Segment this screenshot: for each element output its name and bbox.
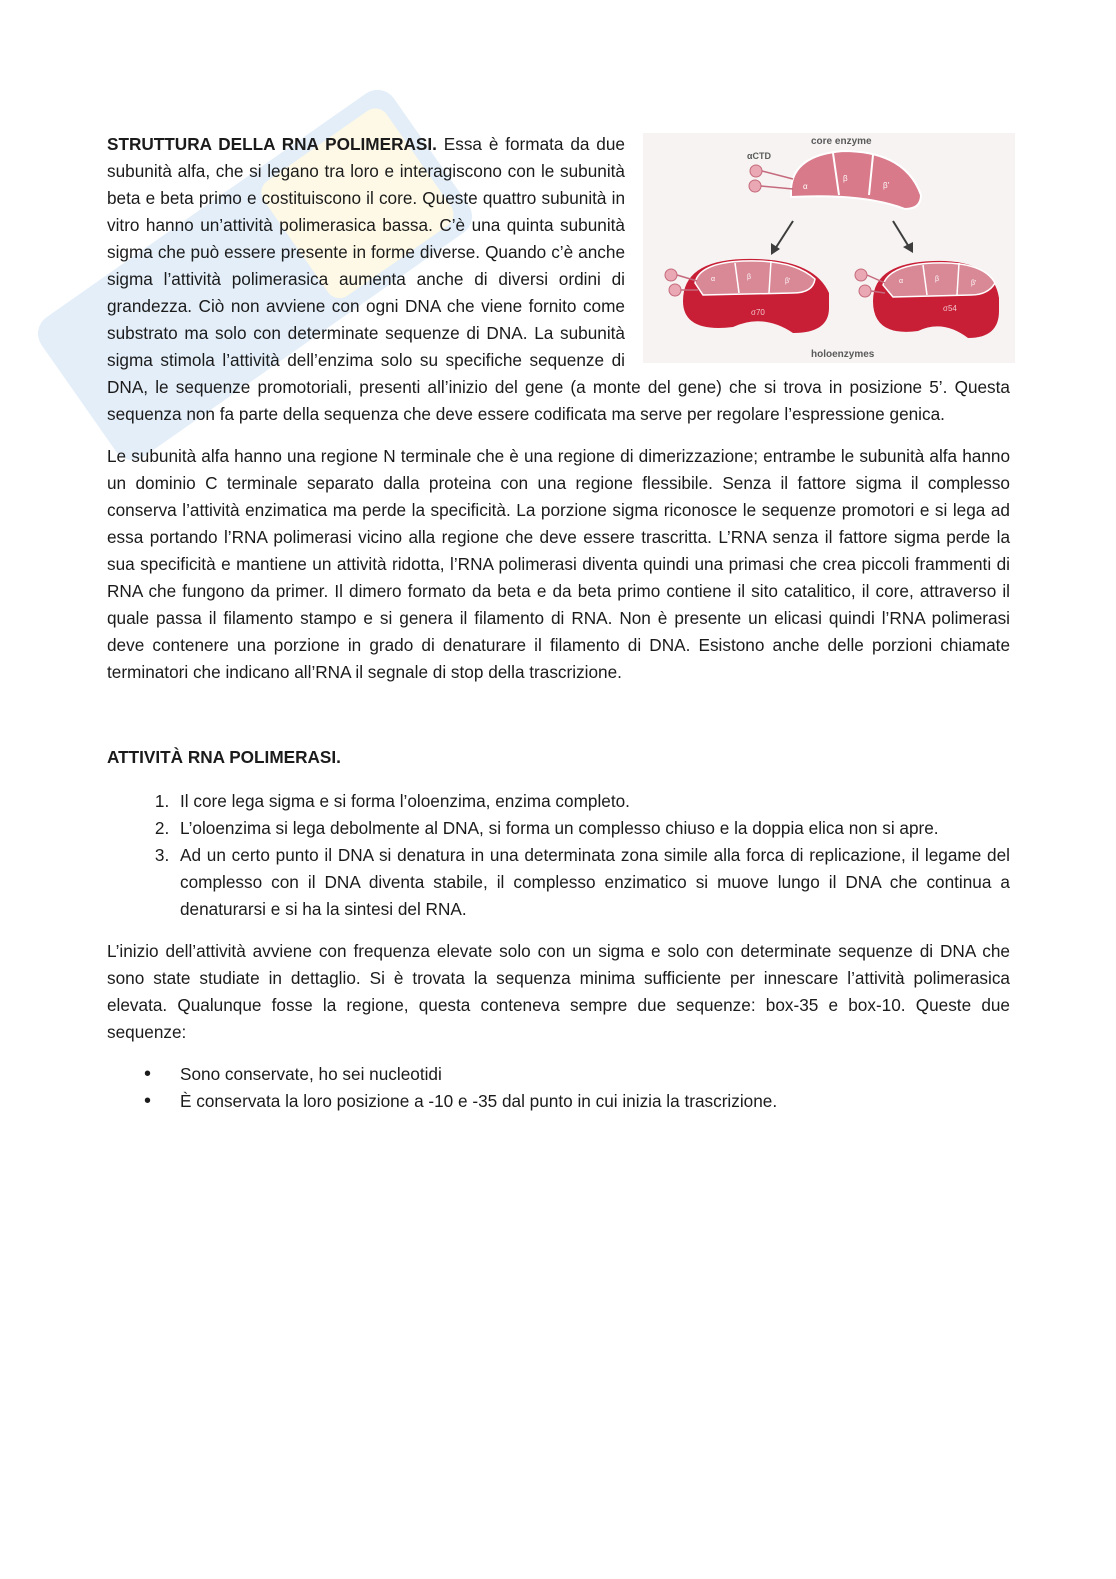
left-beta-prime-label: β' bbox=[785, 278, 791, 285]
list-item: • Sono conservate, ho sei nucleotidi bbox=[174, 1061, 1010, 1088]
right-alpha-label: α bbox=[899, 278, 904, 285]
holoenzyme-sigma54 bbox=[855, 261, 999, 338]
activity-steps-list bbox=[107, 788, 1010, 923]
sigma70-label: σ70 bbox=[751, 308, 765, 317]
list-item: • È conservata la loro posizione a -10 e -35 dal punto in cui inizia la trascrizione. bbox=[174, 1088, 1010, 1115]
left-beta-label: β bbox=[747, 274, 752, 281]
actd-label: αCTD bbox=[747, 151, 772, 161]
right-beta-label: β bbox=[935, 276, 940, 283]
core-beta-label: β bbox=[843, 174, 848, 183]
arrow-down-right-icon bbox=[893, 221, 913, 253]
intro-text: Essa è formata da due subunità alfa, che si legano tra loro e interagiscono con le subunità beta e beta primo e costituiscono il core. Queste quattro subunità in vitro hanno un’attività polimerasica bassa. C’è una quinta subunità sigma che può essere presente in forme diverse. Quando c’è anche sigma l’attività polimerasica aumenta anche di diversi ordini di grandezza. Ciò non avviene con ogni DNA che viene fornito come substrato ma solo con determinate sequenze di DNA. La subunità sigma stimola l’attività dell’enzima solo su specifiche sequenze di DNA, le sequenze promotoriali, presenti all’inizio del gene (a monte del gene) che si trova in posizione 5’. Questa sequenza non fa parte della sequenza che deve essere codificata ma serve per regolare l’espressione genica. bbox=[107, 134, 1010, 424]
core-beta-prime-label: β' bbox=[883, 181, 890, 190]
activity-paragraph: L’inizio dell’attività avviene con frequenza elevate solo con un sigma e solo con determinate sequenze di DNA che sono state studiate in dettaglio. Si è trovata la sequenza minima sufficiente per innescare l’attività polimerasica elevata. Qualunque fosse la regione, questa conteneva sempre due sequenze: box-35 e box-10. Queste due sequenze: bbox=[107, 941, 1010, 1042]
core-enzyme-shape bbox=[791, 151, 921, 209]
bullet-list bbox=[107, 1061, 1010, 1115]
core-alpha-label: α bbox=[803, 182, 808, 191]
section-heading-structure: STRUTTURA DELLA RNA POLIMERASI. bbox=[107, 134, 437, 154]
arrow-down-left-icon bbox=[771, 221, 793, 255]
list-item: 1. Il core lega sigma e si forma l’oloenzima, enzima completo. bbox=[174, 788, 1010, 815]
left-alpha-label: α bbox=[711, 276, 716, 283]
holoenzymes-label: holoenzymes bbox=[811, 349, 875, 360]
right-beta-prime-label: β' bbox=[971, 280, 977, 287]
section-heading-activity: ATTIVITÀ RNA POLIMERASI. bbox=[107, 747, 341, 767]
holoenzyme-sigma70 bbox=[665, 259, 829, 333]
sigma54-label: σ54 bbox=[943, 304, 957, 313]
figure-illustration bbox=[643, 133, 1015, 363]
rna-polymerase-figure bbox=[643, 133, 1015, 363]
list-item: 2. L’oloenzima si lega debolmente al DNA, si forma un complesso chiuso e la doppia elica non si apre. bbox=[174, 815, 1010, 842]
document-page bbox=[107, 131, 1010, 1115]
subunit-paragraph: Le subunità alfa hanno una regione N terminale che è una regione di dimerizzazione; entrambe le subunità alfa hanno un dominio C terminale separato dalla proteina con una regione flessibile. Senza il fattore sigma il complesso conserva l’attività enzimatica ma perde la specificità. La porzione sigma riconosce le sequenze promotori e si lega ad essa portando l’RNA polimerasi vicino alla regione che deve essere trascritta. L’RNA senza il fattore sigma perde la sua specificità e mantiene un attività ridotta, l’RNA polimerasi diventa quindi una primasi che crea piccoli frammenti di RNA che fungono da primer. Il dimero formato da beta e da beta primo contiene il sito catalitico, il core, attraverso il quale passa il filamento stampo e si genera il filamento di RNA. Non è presente un elicasi quindi l’RNA polimerasi deve contenere una porzione in grado di denaturare il filamento di DNA. Esistono anche delle porzioni chiamate terminatori che indicano all’RNA il segnale di stop della trascrizione. bbox=[107, 446, 1010, 682]
list-item: 3. Ad un certo punto il DNA si denatura in una determinata zona simile alla forca di replicazione, il legame del complesso con il DNA diventa stabile, il complesso enzimatico si muove lungo il DNA che continua a denaturarsi e si ha la sintesi del RNA. bbox=[174, 842, 1010, 923]
core-enzyme-label: core enzyme bbox=[811, 136, 872, 147]
